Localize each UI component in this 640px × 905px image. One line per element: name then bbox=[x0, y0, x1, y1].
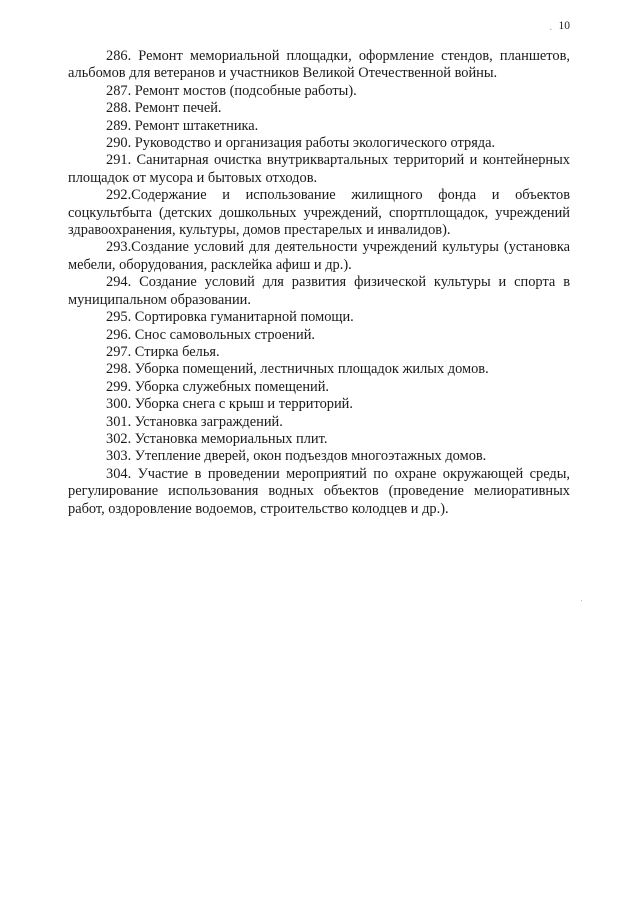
list-item-303: 303. Утепление дверей, окон подъездов многоэтажных домов. bbox=[106, 448, 487, 465]
list-item-298: 298. Уборка помещений, лестничных площадок жилых домов. bbox=[106, 361, 489, 378]
list-item-302: 302. Установка мемориальных плит. bbox=[106, 430, 328, 447]
list-item-286: 286. Ремонт мемориальной площадки, оформление стендов, планшетов, альбомов для ветеранов и участников Великой Отечественной войны. bbox=[68, 48, 570, 82]
list-item-292: 292.Содержание и использование жилищного фонда и объектов соцкультбыта (детских дошкольных учреждений, спортплощадок, учреждений здравоохранения, культуры, домов престарелых и инвалидов). bbox=[68, 187, 570, 239]
scan-speck bbox=[581, 600, 582, 601]
list-item-289: 289. Ремонт штакетника. bbox=[106, 117, 259, 134]
list-item-290: 290. Руководство и организация работы экологического отряда. bbox=[106, 135, 496, 152]
list-item-300: 300. Уборка снега с крыш и территорий. bbox=[106, 396, 353, 413]
page-number: 10 bbox=[558, 20, 570, 32]
list-item-299: 299. Уборка служебных помещений. bbox=[106, 378, 330, 395]
list-item-293: 293.Создание условий для деятельности учреждений культуры (установка мебели, оборудования, расклейка афиш и др.). bbox=[68, 239, 570, 273]
list-item-294: 294. Создание условий для развития физической культуры и спорта в муниципальном образовании. bbox=[68, 274, 570, 308]
page-mark: . bbox=[549, 22, 552, 33]
list-item-296: 296. Снос самовольных строений. bbox=[106, 326, 315, 343]
list-item-291: 291. Санитарная очистка внутриквартальных территорий и контейнерных площадок от мусора и бытовых отходов. bbox=[68, 152, 570, 186]
list-item-287: 287. Ремонт мостов (подсобные работы). bbox=[106, 82, 357, 99]
list-item-304: 304. Участие в проведении мероприятий по охране окружающей среды, регулирование использования водных объектов (проведение мелиоративных работ, оздоровление водоемов, строительство колодцев и др.). bbox=[68, 465, 570, 517]
list-of-works bbox=[68, 48, 570, 518]
list-item-297: 297. Стирка белья. bbox=[106, 343, 220, 360]
list-item-301: 301. Установка заграждений. bbox=[106, 413, 283, 430]
list-item-288: 288. Ремонт печей. bbox=[106, 100, 222, 117]
list-item-295: 295. Сортировка гуманитарной помощи. bbox=[106, 309, 354, 326]
